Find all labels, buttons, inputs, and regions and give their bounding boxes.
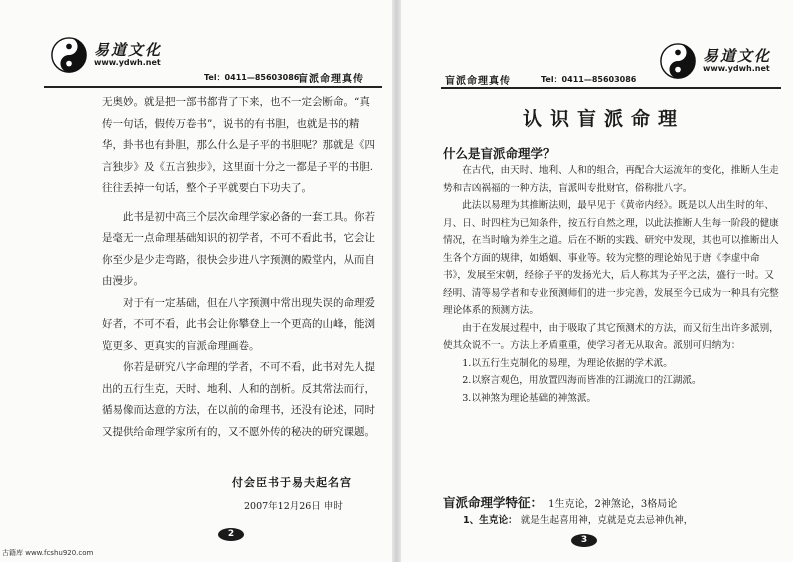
book-gutter bbox=[392, 0, 401, 562]
section-title: 什么是盲派命理学？ bbox=[443, 146, 556, 161]
header-rule bbox=[441, 87, 781, 89]
section-items: 1生克论，2神煞论，3格局论 bbox=[548, 499, 678, 510]
section-title: 盲派命理学特征： bbox=[443, 495, 544, 510]
main-title: 认识盲派命理 bbox=[523, 108, 686, 130]
right-body bbox=[443, 162, 783, 407]
paragraph: 对于有一定基础，但在八字预测中常出现失误的命理爱好者，不可不看，此书会让你攀登上一个更高的山峰，能浏览更多、更真实的盲派命理画卷。 bbox=[102, 296, 375, 352]
logo bbox=[659, 42, 771, 80]
paragraph: 在古代，由天时、地利、人和的组合，再配合大运流年的变化，推断人生走势和吉凶祸福的一种方法，盲派叫专批财官，俗称批八字。 bbox=[443, 165, 779, 194]
brand-url: www.ydwh.net bbox=[94, 58, 161, 67]
list-item: 3.以神煞为理论基础的神煞派。 bbox=[462, 392, 597, 404]
paragraph: 无奥妙。就是把一部书都背了下来，也不一定会断命。“真传一句话，假传万卷书”，说书的有书胆，也就是书的精华，卦书也有卦胆，那么什么是子平的书胆呢？那就是《四言独步》及《五言独步》，这里面十分之一都是子平的书胆. 往往丢掉一句话，整个子平就要白下功夫了。 bbox=[102, 96, 375, 194]
brand-name: 易道文化 bbox=[703, 47, 772, 65]
left-page bbox=[0, 0, 392, 562]
page-number: 3 bbox=[571, 534, 597, 547]
paragraph: 由于在发展过程中，由于吸取了其它预测术的方法，而又衍生出许多派别，使其众说不一。方法上矛盾重重，使学习者无从取舍。派别可归纳为： bbox=[443, 322, 779, 351]
yin-yang-icon bbox=[659, 42, 697, 80]
yin-yang-icon bbox=[50, 36, 88, 74]
brand-name: 易道文化 bbox=[94, 41, 163, 59]
logo bbox=[50, 36, 162, 74]
list-item: 2.以察言观色，用放置四海而皆准的江湖流口的江湖派。 bbox=[462, 375, 702, 386]
date: 2007年12月26日 申时 bbox=[244, 501, 343, 512]
footer-watermark: 古籍库 www.fcshu920.com bbox=[2, 549, 94, 557]
header-tel: Tel：0411—85603086 bbox=[541, 75, 637, 84]
header-rule bbox=[44, 86, 382, 88]
left-body bbox=[102, 92, 380, 443]
item-text: 就是生起喜用神，克就是克去忌神仇神， bbox=[520, 515, 694, 526]
list-item: 1.以五行生克制化的易理，为理论依据的学术派。 bbox=[462, 357, 673, 369]
last-line bbox=[463, 512, 693, 526]
header-title: 盲派命理真传 bbox=[298, 74, 364, 85]
header-tel: Tel：0411—85603086 bbox=[204, 73, 300, 82]
header-title: 盲派命理真传 bbox=[445, 76, 511, 87]
right-page bbox=[401, 0, 793, 562]
brand-url: www.ydwh.net bbox=[703, 64, 770, 73]
page-number: 2 bbox=[218, 528, 244, 541]
paragraph: 此法以易理为其推断法则，最早见于《黄帝内经》。既是以人出生时的年、月、日、时四柱为已知条件，按五行自然之理，以此法推断人生每一阶段的健康情况，在当时喻为养生之道。后在不断的实践、研究中发现，其也可以推断出人生各个方面的规律，如婚姻、事业等。较为完整的理论始见于唐《李虚中命书》，发展至宋朝，经徐子平的发扬光大，后人称其为子平之法，盛行一时。又经明、清等易学者和专业预测师们的进一步完善，发展至今已成为一种具有完整理论体系的预测方法。 bbox=[443, 200, 779, 316]
paragraph: 此书是初中高三个层次命理学家必备的一套工具。你若是毫无一点命理基础知识的初学者，不可不看此书，它会让你至少是少走弯路，很快会步进八字预测的殿堂内，从而自由漫步。 bbox=[102, 210, 375, 287]
signature: 付会臣书于易夫起名宫 bbox=[232, 476, 352, 489]
paragraph: 你若是研究八字命理的学者，不可不看，此书对先人提出的五行生克，天时、地利、人和的剖析。反其常法而行，循易像而达意的方法，在以前的命理书，还没有论述，同时又提供给命理学家所有的，又不愿外传的秘决的研究课题。 bbox=[102, 361, 375, 438]
item-label: 1、生克论： bbox=[463, 515, 518, 526]
section2-heading bbox=[443, 492, 677, 511]
